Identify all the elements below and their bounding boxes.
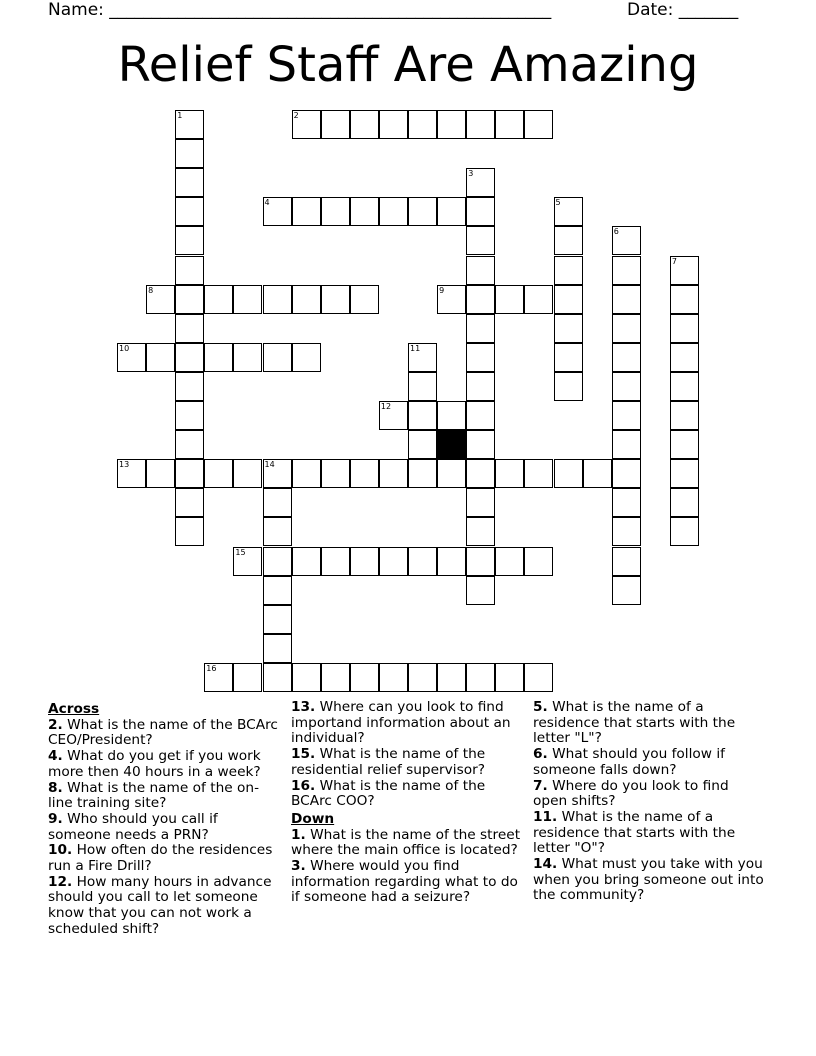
- grid-cell[interactable]: [437, 459, 466, 488]
- grid-cell[interactable]: [117, 343, 146, 372]
- grid-cell[interactable]: [466, 576, 495, 605]
- clue-item-text: What is the name of the BCArc COO?: [291, 777, 486, 810]
- across-heading: Across: [48, 701, 100, 717]
- grid-cell[interactable]: [524, 459, 553, 488]
- clue-item-number: 1.: [291, 826, 306, 843]
- clue-item-number: 13.: [291, 699, 316, 715]
- clue-item: [48, 718, 280, 749]
- clues-column-3: [533, 700, 765, 904]
- grid-cell[interactable]: [175, 226, 204, 255]
- grid-cell[interactable]: [175, 401, 204, 430]
- grid-cell[interactable]: [146, 285, 175, 314]
- clue-item-number: 5.: [533, 699, 548, 715]
- header-name: Name: ____________________________________________________: [48, 0, 552, 20]
- grid-cell[interactable]: [583, 459, 612, 488]
- clue-number: 11: [410, 343, 421, 353]
- puzzle-title: Relief Staff Are Amazing: [117, 37, 699, 93]
- clue-item: [533, 810, 765, 857]
- grid-cell[interactable]: [175, 488, 204, 517]
- grid-cell[interactable]: [408, 663, 437, 692]
- grid-cell[interactable]: [437, 110, 466, 139]
- grid-cell[interactable]: [495, 110, 524, 139]
- clue-item: [533, 779, 765, 810]
- grid-cell[interactable]: [350, 285, 379, 314]
- clue-item: [48, 749, 280, 780]
- grid-cell[interactable]: [292, 343, 321, 372]
- grid-cell[interactable]: [292, 197, 321, 226]
- grid-cell[interactable]: [466, 256, 495, 285]
- grid-cell[interactable]: [408, 343, 437, 372]
- grid-cell[interactable]: [350, 110, 379, 139]
- grid-cell[interactable]: [175, 430, 204, 459]
- grid-cell[interactable]: [408, 110, 437, 139]
- clue-item: [48, 781, 280, 812]
- grid-cell[interactable]: [263, 576, 292, 605]
- grid-cell[interactable]: [204, 285, 233, 314]
- grid-cell[interactable]: [670, 517, 699, 546]
- grid-cell[interactable]: [612, 430, 641, 459]
- grid-cell[interactable]: [466, 226, 495, 255]
- grid-cell[interactable]: [233, 663, 262, 692]
- clue-item-number: 11.: [533, 808, 558, 825]
- grid-cell[interactable]: [146, 459, 175, 488]
- grid-cell[interactable]: [263, 517, 292, 546]
- grid-cell[interactable]: [350, 459, 379, 488]
- clue-item-text: What is the name of the on-line training site?: [48, 779, 260, 812]
- clue-number: 14: [264, 460, 275, 470]
- grid-cell[interactable]: [554, 459, 583, 488]
- grid-cell[interactable]: [670, 343, 699, 372]
- grid-cell[interactable]: [466, 517, 495, 546]
- grid-cell[interactable]: [233, 459, 262, 488]
- grid-cell[interactable]: [612, 488, 641, 517]
- clue-number: 16: [206, 663, 217, 673]
- grid-cell[interactable]: [321, 110, 350, 139]
- grid-cell[interactable]: [466, 285, 495, 314]
- grid-cell[interactable]: [233, 343, 262, 372]
- grid-cell[interactable]: [466, 663, 495, 692]
- grid-cell[interactable]: [350, 663, 379, 692]
- grid-cell[interactable]: [612, 401, 641, 430]
- grid-cell[interactable]: [350, 197, 379, 226]
- grid-cell[interactable]: [292, 663, 321, 692]
- clue-item: [291, 859, 523, 906]
- grid-cell[interactable]: [263, 285, 292, 314]
- grid-cell[interactable]: [466, 372, 495, 401]
- clue-number: 3: [468, 169, 474, 179]
- grid-cell[interactable]: [204, 343, 233, 372]
- grid-cell[interactable]: [408, 430, 437, 459]
- grid-cell[interactable]: [554, 372, 583, 401]
- grid-cell[interactable]: [175, 343, 204, 372]
- clue-item-text: Where do you look to find open shifts?: [533, 777, 729, 810]
- clue-item-number: 6.: [533, 746, 548, 763]
- clue-item-number: 2.: [48, 716, 63, 733]
- grid-cell[interactable]: [554, 226, 583, 255]
- clue-number: 6: [613, 227, 619, 237]
- grid-cell[interactable]: [263, 634, 292, 663]
- grid-cell[interactable]: [263, 605, 292, 634]
- grid-cell[interactable]: [263, 197, 292, 226]
- clues-column-1: [48, 700, 280, 938]
- grid-cell[interactable]: [350, 547, 379, 576]
- grid-cell[interactable]: [466, 168, 495, 197]
- grid-cell[interactable]: [175, 256, 204, 285]
- grid-cell[interactable]: [379, 401, 408, 430]
- grid-cell[interactable]: [117, 459, 146, 488]
- clue-item: [48, 812, 280, 843]
- grid-cell[interactable]: [408, 547, 437, 576]
- clue-item-number: 7.: [533, 777, 548, 794]
- clue-item-text: What is the name of the street where the main office is located?: [291, 826, 521, 859]
- grid-cell[interactable]: [263, 459, 292, 488]
- grid-cell[interactable]: [175, 459, 204, 488]
- grid-cell[interactable]: [495, 663, 524, 692]
- grid-cell[interactable]: [524, 110, 553, 139]
- black-square: [437, 430, 466, 459]
- grid-cell[interactable]: [437, 285, 466, 314]
- grid-cell[interactable]: [379, 197, 408, 226]
- clue-item-number: 12.: [48, 873, 73, 890]
- down-clue-list: [291, 828, 523, 907]
- clue-item-text: Where would you find information regarding what to do if someone had a seizure?: [291, 858, 518, 906]
- grid-cell[interactable]: [175, 314, 204, 343]
- clue-number: 15: [235, 547, 246, 557]
- grid-cell[interactable]: [321, 547, 350, 576]
- grid-cell[interactable]: [379, 459, 408, 488]
- grid-cell[interactable]: [437, 401, 466, 430]
- grid-cell[interactable]: [292, 110, 321, 139]
- clue-number: 10: [119, 343, 130, 353]
- grid-cell[interactable]: [612, 314, 641, 343]
- clue-item-text: Where can you look to find importand information about an individual?: [291, 699, 511, 747]
- grid-cell[interactable]: [379, 547, 408, 576]
- grid-cell[interactable]: [670, 256, 699, 285]
- grid-cell[interactable]: [292, 459, 321, 488]
- grid-cell[interactable]: [466, 314, 495, 343]
- grid-cell[interactable]: [495, 285, 524, 314]
- grid-cell[interactable]: [204, 663, 233, 692]
- grid-cell[interactable]: [524, 663, 553, 692]
- grid-cell[interactable]: [612, 459, 641, 488]
- grid-cell[interactable]: [495, 459, 524, 488]
- clue-item: [533, 700, 765, 747]
- clue-item: [291, 747, 523, 778]
- grid-cell[interactable]: [670, 430, 699, 459]
- grid-cell[interactable]: [466, 110, 495, 139]
- grid-cell[interactable]: [670, 401, 699, 430]
- grid-cell[interactable]: [321, 197, 350, 226]
- grid-cell[interactable]: [524, 547, 553, 576]
- grid-cell[interactable]: [437, 547, 466, 576]
- clue-item-number: 10.: [48, 842, 73, 859]
- grid-cell[interactable]: [175, 110, 204, 139]
- grid-cell[interactable]: [612, 226, 641, 255]
- grid-cell[interactable]: [233, 285, 262, 314]
- grid-cell[interactable]: [612, 285, 641, 314]
- grid-cell[interactable]: [554, 256, 583, 285]
- grid-cell[interactable]: [612, 372, 641, 401]
- grid-cell[interactable]: [321, 459, 350, 488]
- clue-number: 7: [671, 256, 677, 266]
- clue-item-number: 14.: [533, 856, 558, 873]
- grid-cell[interactable]: [524, 285, 553, 314]
- clues-column-2: [291, 700, 523, 906]
- clue-item: [533, 747, 765, 778]
- grid-cell[interactable]: [670, 488, 699, 517]
- grid-cell[interactable]: [554, 343, 583, 372]
- clue-item: [291, 828, 523, 859]
- grid-cell[interactable]: [408, 372, 437, 401]
- clue-number: 5: [555, 198, 561, 208]
- grid-cell[interactable]: [612, 256, 641, 285]
- clue-item-number: 3.: [291, 858, 306, 875]
- grid-cell[interactable]: [321, 285, 350, 314]
- clue-number: 13: [119, 460, 130, 470]
- grid-cell[interactable]: [670, 459, 699, 488]
- grid-cell[interactable]: [466, 459, 495, 488]
- grid-cell[interactable]: [554, 285, 583, 314]
- grid-cell[interactable]: [437, 663, 466, 692]
- grid-cell[interactable]: [670, 372, 699, 401]
- clue-item: [291, 779, 523, 810]
- grid-cell[interactable]: [670, 285, 699, 314]
- grid-cell[interactable]: [379, 663, 408, 692]
- clue-item-text: How many hours in advance should you call to let someone know that you can not work a scheduled shift?: [48, 873, 272, 937]
- grid-cell[interactable]: [466, 430, 495, 459]
- clue-number: 12: [380, 402, 392, 411]
- grid-cell[interactable]: [175, 517, 204, 546]
- clue-item-text: What should you follow if someone falls down?: [533, 746, 725, 778]
- clue-number: 1: [177, 111, 183, 120]
- clue-item-number: 16.: [291, 777, 316, 794]
- across-clue-list-continued: [291, 700, 523, 810]
- grid-cell[interactable]: [204, 459, 233, 488]
- header-date: Date: _______: [627, 0, 739, 20]
- grid-cell[interactable]: [263, 547, 292, 576]
- across-clue-list: [48, 718, 280, 938]
- grid-cell[interactable]: [612, 517, 641, 546]
- grid-cell[interactable]: [263, 663, 292, 692]
- grid-cell[interactable]: [612, 343, 641, 372]
- down-heading: Down: [291, 810, 335, 827]
- grid-cell[interactable]: [292, 547, 321, 576]
- grid-cell[interactable]: [612, 576, 641, 605]
- clue-item-number: 8.: [48, 779, 63, 796]
- clue-item: [48, 843, 280, 874]
- clue-item-number: 9.: [48, 810, 63, 827]
- grid-cell[interactable]: [233, 547, 262, 576]
- grid-cell[interactable]: [263, 343, 292, 372]
- clue-item: [48, 875, 280, 938]
- grid-cell[interactable]: [175, 139, 204, 168]
- grid-cell[interactable]: [408, 197, 437, 226]
- grid-cell[interactable]: [175, 197, 204, 226]
- clue-number: 4: [264, 198, 270, 208]
- clue-item: [291, 700, 523, 747]
- grid-cell[interactable]: [612, 547, 641, 576]
- grid-cell[interactable]: [321, 663, 350, 692]
- grid-cell[interactable]: [408, 459, 437, 488]
- down-clue-list-continued: [533, 700, 765, 904]
- grid-cell[interactable]: [292, 285, 321, 314]
- clue-item-number: 15.: [291, 746, 316, 763]
- grid-cell[interactable]: [466, 343, 495, 372]
- clue-number: 9: [439, 285, 445, 295]
- grid-cell[interactable]: [408, 401, 437, 430]
- grid-cell[interactable]: [437, 197, 466, 226]
- grid-cell[interactable]: [466, 197, 495, 226]
- clue-item: [533, 857, 765, 904]
- grid-cell[interactable]: [554, 314, 583, 343]
- grid-cell[interactable]: [379, 110, 408, 139]
- clue-item-text: What must you take with you when you bring someone out into the community?: [533, 856, 764, 904]
- clue-item-text: Who should you call if someone needs a PRN?: [48, 810, 218, 843]
- grid-cell[interactable]: [175, 372, 204, 401]
- clue-number: 8: [148, 285, 154, 295]
- clue-item-text: What is the name of a residence that starts with the letter "L"?: [533, 699, 736, 747]
- grid-cell[interactable]: [466, 547, 495, 576]
- grid-cell[interactable]: [554, 197, 583, 226]
- grid-cell[interactable]: [670, 314, 699, 343]
- grid-cell[interactable]: [175, 285, 204, 314]
- grid-cell[interactable]: [495, 547, 524, 576]
- grid-cell[interactable]: [466, 488, 495, 517]
- grid-cell[interactable]: [466, 401, 495, 430]
- clue-number: 2: [293, 111, 299, 120]
- clue-item-text: What is the name of the BCArc CEO/President?: [48, 716, 278, 749]
- clue-item-number: 4.: [48, 748, 63, 765]
- clue-item-text: How often do the residences run a Fire Drill?: [48, 842, 273, 875]
- grid-cell[interactable]: [263, 488, 292, 517]
- grid-cell[interactable]: [146, 343, 175, 372]
- clue-item-text: What do you get if you work more then 40 hours in a week?: [48, 748, 261, 780]
- clue-item-text: What is the name of the residential relief supervisor?: [291, 746, 486, 778]
- clue-item-text: What is the name of a residence that starts with the letter "O"?: [533, 808, 736, 857]
- grid-cell[interactable]: [175, 168, 204, 197]
